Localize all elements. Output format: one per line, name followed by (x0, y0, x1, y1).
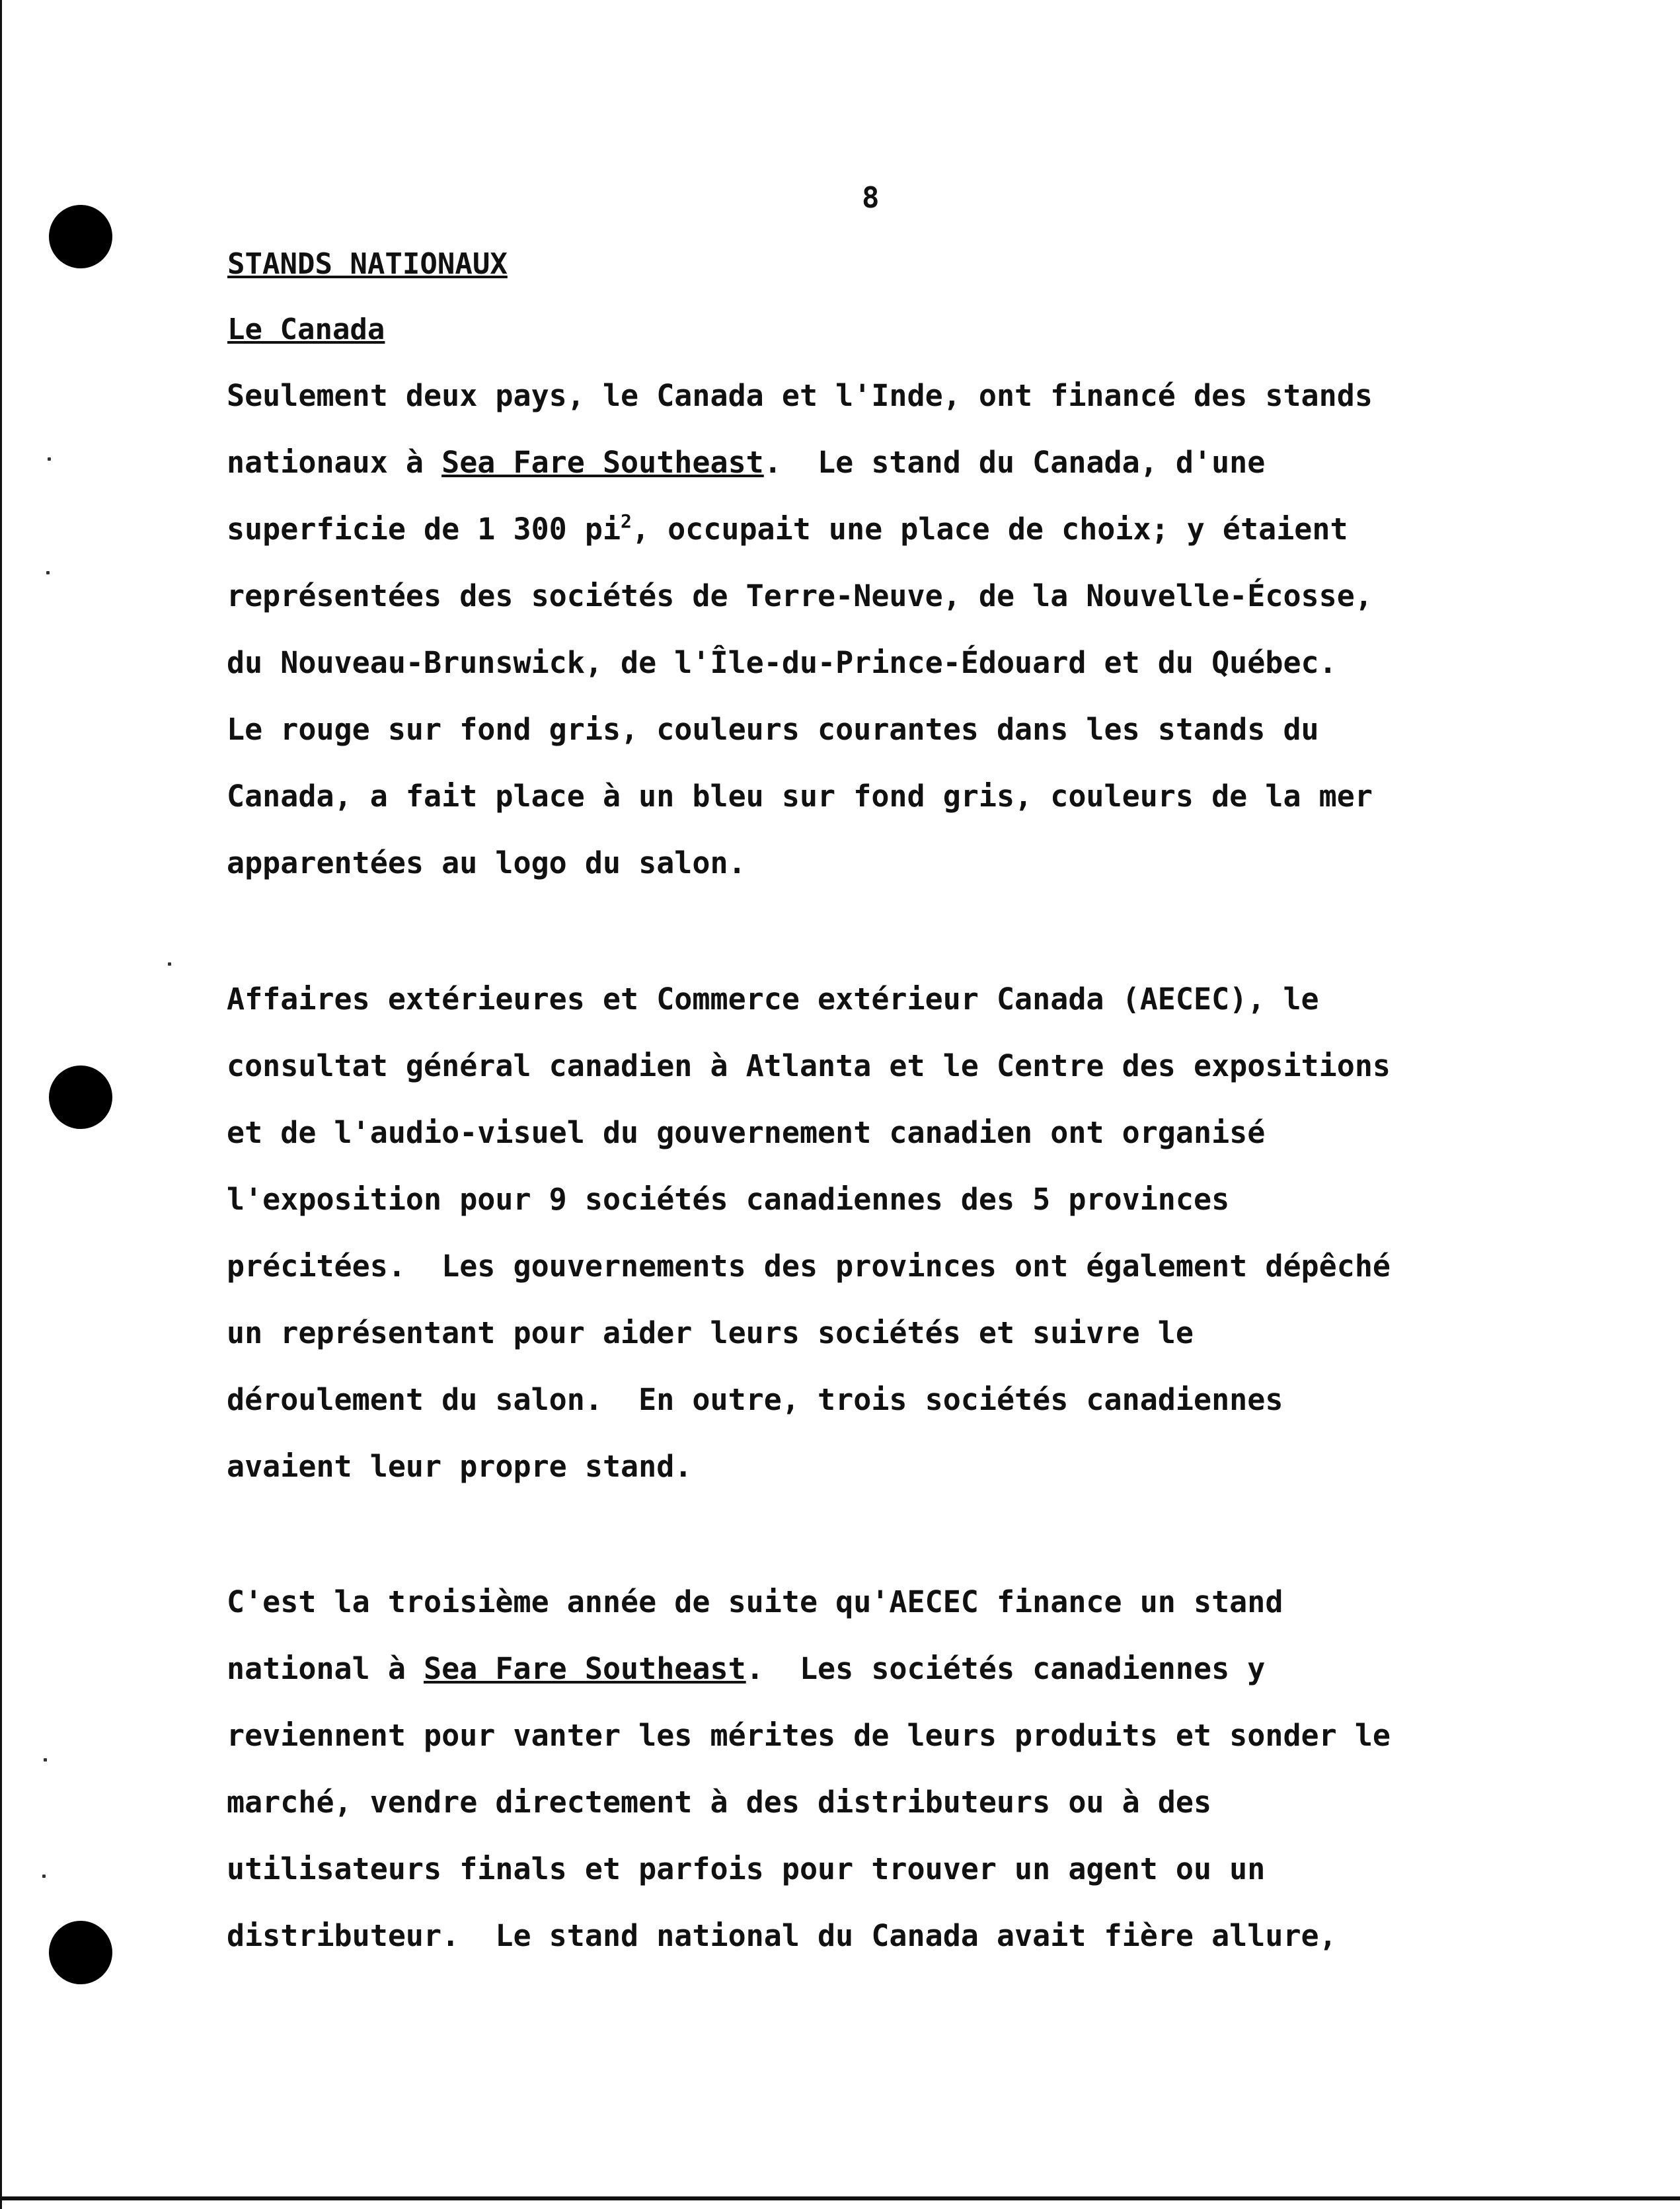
paragraph-3-line-2-pre: national à (227, 1651, 424, 1686)
punch-hole-top (49, 205, 112, 268)
paragraph-1-line-2-pre: nationaux à (227, 445, 442, 480)
punch-hole-bottom (49, 1921, 112, 1984)
paragraph-1-line-3-pre: superficie de 1 300 pi (227, 512, 621, 547)
paragraph-1-line-2-post: . Le stand du Canada, d'une (763, 445, 1266, 480)
scan-speck (168, 962, 171, 966)
paragraph-1-line-3 (227, 511, 1615, 578)
section-heading: STANDS NATIONAUX (227, 247, 508, 281)
superscript-exponent: 2 (621, 510, 632, 532)
paragraph-3-line-2-post: . Les sociétés canadiennes y (745, 1651, 1266, 1686)
paragraph-2-line-7: déroulement du salon. En outre, trois sociétés canadiennes (227, 1382, 1283, 1417)
paragraph-1-line-3-post: , occupait une place de choix; y étaient (631, 512, 1348, 547)
scan-speck (44, 1758, 47, 1762)
paragraph-2 (227, 981, 1615, 1515)
paragraph-3-line-3: reviennent pour vanter les mérites de leurs produits et sonder le (227, 1718, 1391, 1753)
paragraph-2-line-5: précitées. Les gouvernements des provinces ont également dépêché (227, 1249, 1391, 1284)
paragraph-1-line-6: Le rouge sur fond gris, couleurs courantes dans les stands du (227, 712, 1319, 747)
paragraph-3-line-2 (227, 1650, 1615, 1717)
paragraph-3-line-1: C'est la troisième année de suite qu'AECEC finance un stand (227, 1584, 1283, 1619)
paragraph-1-line-7: Canada, a fait place à un bleu sur fond gris, couleurs de la mer (227, 779, 1373, 814)
paragraph-2-line-4: l'exposition pour 9 sociétés canadiennes des 5 provinces (227, 1182, 1230, 1217)
paragraph-3 (227, 1584, 1615, 1984)
paragraph-1-line-8: apparentées au logo du salon. (227, 845, 746, 880)
scan-speck (42, 1875, 46, 1878)
scan-speck (46, 571, 50, 574)
paragraph-2-line-1: Affaires extérieures et Commerce extérieur Canada (AECEC), le (227, 982, 1319, 1017)
paragraph-2-line-3: et de l'audio-visuel du gouvernement canadien ont organisé (227, 1115, 1266, 1150)
paragraph-3-line-4: marché, vendre directement à des distributeurs ou à des (227, 1785, 1212, 1820)
paragraph-1 (227, 377, 1615, 911)
scan-speck (48, 457, 51, 461)
page-number: 8 (862, 181, 880, 215)
event-name-underlined: Sea Fare Southeast (441, 445, 764, 480)
paragraph-2-line-6: un représentant pour aider leurs sociétés et suivre le (227, 1315, 1194, 1350)
paragraph-1-line-5: du Nouveau-Brunswick, de l'Île-du-Prince-Édouard et du Québec. (227, 645, 1337, 680)
paragraph-2-line-2: consultat général canadien à Atlanta et le Centre des expositions (227, 1048, 1391, 1083)
subsection-heading: Le Canada (227, 313, 385, 346)
paragraph-1-line-4: représentées des sociétés de Terre-Neuve, de la Nouvelle-Écosse, (227, 578, 1373, 613)
paragraph-3-line-6: distributeur. Le stand national du Canada avait fière allure, (227, 1918, 1337, 1953)
paragraph-3-line-5: utilisateurs finals et parfois pour trouver un agent ou un (227, 1851, 1266, 1886)
event-name-underlined-2: Sea Fare Southeast (424, 1651, 746, 1686)
scan-bottom-edge (0, 2196, 1680, 2200)
paragraph-2-line-8: avaient leur propre stand. (227, 1449, 693, 1484)
punch-hole-middle (49, 1066, 112, 1129)
paragraph-1-line-2 (227, 444, 1615, 511)
paragraph-1-line-1: Seulement deux pays, le Canada et l'Inde, ont financé des stands (227, 378, 1373, 413)
scan-left-edge (0, 0, 2, 2209)
